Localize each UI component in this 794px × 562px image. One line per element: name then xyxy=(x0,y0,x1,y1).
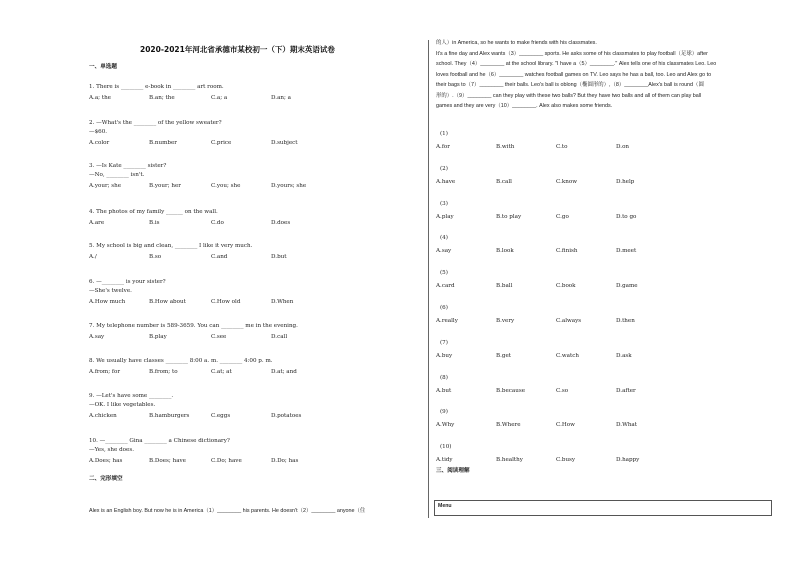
question-options xyxy=(89,369,339,377)
option-choice[interactable]: B.ball xyxy=(496,283,513,290)
cloze-number: (7) xyxy=(440,339,448,346)
option-choice[interactable]: C.to xyxy=(556,144,568,150)
option-choice[interactable]: A.a; the xyxy=(89,95,111,101)
exam-title: 2020-2021年河北省承德市某校初一（下）期末英语试卷 xyxy=(140,45,335,54)
option-choice[interactable]: D.What xyxy=(616,422,637,429)
option-choice[interactable]: A.have xyxy=(436,178,456,185)
option-choice[interactable]: B.your; her xyxy=(149,183,181,189)
question-stem: 9. —Let's have some ________. xyxy=(89,393,174,399)
option-choice[interactable]: C.a; a xyxy=(211,95,228,101)
option-choice[interactable]: A.buy xyxy=(436,352,453,359)
cloze-number: (2) xyxy=(440,165,448,172)
option-choice[interactable]: C.Do; have xyxy=(211,458,242,464)
option-choice[interactable]: D.but xyxy=(271,254,287,260)
option-choice[interactable]: C.go xyxy=(556,213,569,220)
cloze-number: (1) xyxy=(440,131,448,137)
option-choice[interactable]: D.at; and xyxy=(271,369,297,375)
option-choice[interactable]: D.call xyxy=(271,334,288,340)
option-choice[interactable]: C.eggs xyxy=(211,413,231,419)
option-choice[interactable]: B.so xyxy=(149,254,162,260)
cloze-options xyxy=(436,318,656,326)
option-choice[interactable]: C.finish xyxy=(556,248,578,255)
option-choice[interactable]: D.When xyxy=(271,299,294,305)
cloze-number: (3) xyxy=(440,200,448,207)
option-choice[interactable]: C.know xyxy=(556,178,578,185)
question-answer-line: —No, ________ isn't. xyxy=(89,172,145,178)
option-choice[interactable]: B.How about xyxy=(149,299,186,305)
option-choice[interactable]: A.but xyxy=(436,387,452,394)
option-choice[interactable]: C.watch xyxy=(556,352,579,359)
option-choice[interactable]: C.so xyxy=(556,387,569,394)
option-choice[interactable]: B.play xyxy=(149,334,167,340)
option-choice[interactable]: B.to play xyxy=(496,213,522,220)
option-choice[interactable]: A./ xyxy=(89,254,97,260)
option-choice[interactable]: C.How old xyxy=(211,299,241,305)
option-choice[interactable]: A.Does; has xyxy=(89,458,123,464)
question-stem: 1. There is ________ e-book in ________ art room. xyxy=(89,84,224,90)
option-choice[interactable]: C.always xyxy=(556,318,582,324)
option-choice[interactable]: D.an; a xyxy=(271,95,291,101)
option-choice[interactable]: C.book xyxy=(556,283,576,290)
question-options xyxy=(89,413,339,421)
option-choice[interactable]: B.healthy xyxy=(496,457,523,464)
question-options xyxy=(89,334,339,342)
cloze-number: (9) xyxy=(440,409,448,416)
option-choice[interactable]: D.ask xyxy=(616,352,632,359)
question-answer-line: —She's twelve. xyxy=(89,288,132,294)
option-choice[interactable]: C.you; she xyxy=(211,183,241,189)
option-choice[interactable]: B.an; the xyxy=(149,95,175,101)
option-choice[interactable]: C.How xyxy=(556,422,575,429)
option-choice[interactable]: D.yours; she xyxy=(271,183,307,189)
cloze-number: (8) xyxy=(440,374,448,381)
question-answer-line: —OK. I like vegetables. xyxy=(89,402,156,408)
passage-continuation xyxy=(436,38,716,112)
question-options xyxy=(89,220,339,228)
cloze-options xyxy=(436,388,656,396)
question-stem: 6. —________ is your sister? xyxy=(89,279,166,285)
question-options xyxy=(89,140,339,148)
section-heading-single-choice: 一、单选题 xyxy=(89,64,117,70)
passage-line: their bags to（7）________ their balls. Leo's ball is oblong（椭圆形的）,（8）________Alex's ball is round（圆 xyxy=(436,82,704,88)
option-choice[interactable]: A.tidy xyxy=(436,457,453,464)
cloze-options xyxy=(436,144,656,152)
option-choice[interactable]: B.number xyxy=(149,140,177,146)
cloze-options xyxy=(436,457,656,465)
option-choice[interactable]: D.meet xyxy=(616,248,637,255)
option-choice[interactable]: D.to go xyxy=(616,213,637,220)
option-choice[interactable]: A.play xyxy=(436,213,454,220)
question-stem: 3. —Is Kate ________ sister? xyxy=(89,163,167,169)
cloze-options xyxy=(436,422,656,430)
option-choice[interactable]: C.at; at xyxy=(211,369,232,375)
passage-line: It's a fine day and Alex wants（3）________ sports. He asks some of his classmates to play football（足球）after xyxy=(436,50,708,57)
option-choice[interactable]: A.How much xyxy=(89,299,126,305)
question-stem: 7. My telephone number is 589-3659. You can ________ me in the evening. xyxy=(89,323,298,329)
question-answer-line: —Yes, she does. xyxy=(89,447,135,453)
menu-label[interactable]: Menu xyxy=(438,503,452,509)
option-choice[interactable]: D.on xyxy=(616,144,630,150)
option-choice[interactable]: D.help xyxy=(616,178,635,185)
option-choice[interactable]: B.with xyxy=(496,144,515,150)
option-choice[interactable]: B.Does; have xyxy=(149,458,186,464)
option-choice[interactable]: B.hamburgers xyxy=(149,413,190,419)
passage-line: 形的）.（9）________ can they play with these two balls? But they have two balls and all of them can play ball xyxy=(436,92,702,99)
option-choice[interactable]: A.card xyxy=(436,283,455,290)
passage-line: school. They（4）________ at the school library. "I have a（5）________." Alex tells one of his classmates Leo. Leo xyxy=(436,61,717,67)
option-choice[interactable]: D.game xyxy=(616,283,638,290)
cloze-options xyxy=(436,353,656,361)
option-choice[interactable]: B.because xyxy=(496,387,526,394)
option-choice[interactable]: D.Do; has xyxy=(271,458,299,464)
option-choice[interactable]: A.really xyxy=(436,318,458,324)
cloze-number: (6) xyxy=(440,305,448,311)
cloze-number: (4) xyxy=(440,235,448,242)
section-heading-cloze: 二、完形填空 xyxy=(89,476,123,482)
cloze-options xyxy=(436,214,656,222)
option-choice[interactable]: B.call xyxy=(496,178,512,185)
cloze-number: (5) xyxy=(440,270,448,277)
option-choice[interactable]: B.get xyxy=(496,352,512,359)
cloze-options xyxy=(436,283,656,291)
option-choice[interactable]: B.Where xyxy=(496,422,521,429)
question-stem: 10. —________ Gina ________ a Chinese dictionary? xyxy=(89,438,230,444)
option-choice[interactable]: A.for xyxy=(436,144,450,150)
option-choice[interactable]: D.happy xyxy=(616,457,640,464)
passage-line: games and they are very（10）________. Alex also makes some friends. xyxy=(436,103,613,109)
passage-line: loves football and he（6）________ watches football games on TV. Leo says he has a ball, too. Leo and Alex go to xyxy=(436,71,712,78)
option-choice[interactable]: A.color xyxy=(89,140,110,146)
question-stem: 4. The photos of my family ______ on the wall. xyxy=(89,209,218,215)
question-options xyxy=(89,254,339,262)
column-divider xyxy=(428,40,429,518)
question-stem: 8. We usually have classes ________ 8:00 a. m. ________ 4:00 p. m. xyxy=(89,358,273,364)
section-heading-reading: 三、阅读理解 xyxy=(436,468,470,474)
option-choice[interactable]: A.from; for xyxy=(89,369,121,375)
option-choice[interactable]: A.your; she xyxy=(89,183,122,189)
passage-line: 的人）in America, so he wants to make friends with his classmates. xyxy=(436,40,597,46)
option-choice[interactable]: A.Why xyxy=(436,422,455,429)
option-choice[interactable]: A.are xyxy=(89,220,105,226)
question-options xyxy=(89,95,339,103)
option-choice[interactable]: A.say xyxy=(89,334,105,340)
option-choice[interactable]: C.price xyxy=(211,140,232,146)
option-choice[interactable]: B.is xyxy=(149,220,160,226)
question-options xyxy=(89,183,339,191)
option-choice[interactable]: A.chicken xyxy=(89,413,117,419)
question-stem: 5. My school is big and clean, ________ I like it very much. xyxy=(89,243,253,249)
question-answer-line: —$60. xyxy=(89,129,108,135)
option-choice[interactable]: D.subject xyxy=(271,140,298,146)
question-options xyxy=(89,458,339,466)
option-choice[interactable]: B.from; to xyxy=(149,369,178,375)
option-choice[interactable]: D.after xyxy=(616,387,636,394)
option-choice[interactable]: B.very xyxy=(496,318,515,324)
question-stem: 2. —What's the ________ of the yellow sweater? xyxy=(89,120,222,126)
option-choice[interactable]: C.see xyxy=(211,334,227,340)
passage-line: Alex is an English boy. But now he is in America（1）________ his parents. He doesn't（2）________ anyone（住 xyxy=(89,508,366,514)
cloze-options xyxy=(436,179,656,187)
option-choice[interactable]: D.does xyxy=(271,220,291,226)
cloze-options xyxy=(436,248,656,256)
option-choice[interactable]: D.potatoes xyxy=(271,413,302,419)
passage-start xyxy=(89,506,365,517)
option-choice[interactable]: B.look xyxy=(496,248,514,255)
option-choice[interactable]: A.say xyxy=(436,248,452,255)
cloze-number: (10) xyxy=(440,444,452,451)
option-choice[interactable]: C.do xyxy=(211,220,224,226)
menu-bar[interactable] xyxy=(434,500,772,516)
option-choice[interactable]: C.and xyxy=(211,254,228,260)
option-choice[interactable]: D.then xyxy=(616,318,635,324)
option-choice[interactable]: C.busy xyxy=(556,457,576,464)
question-options xyxy=(89,299,339,307)
